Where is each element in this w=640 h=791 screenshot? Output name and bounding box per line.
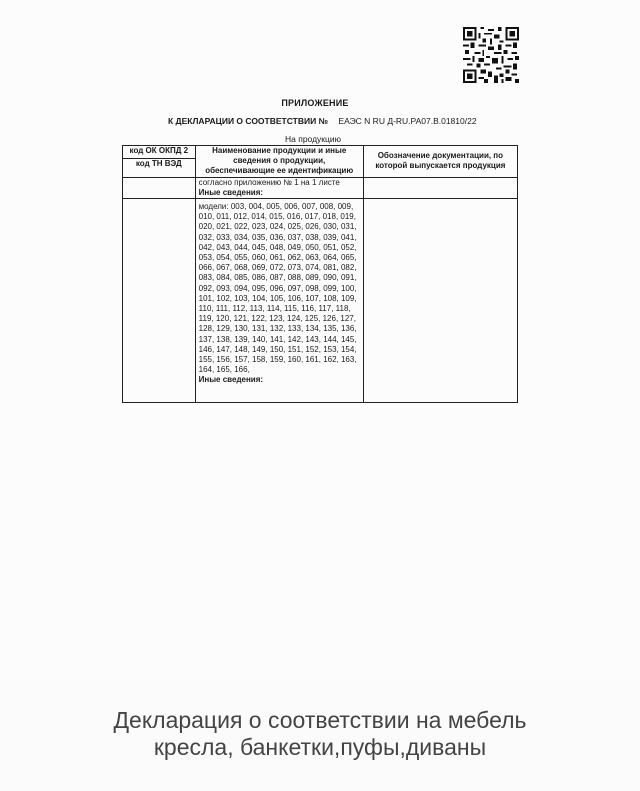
models-list: модели: 003, 004, 005, 006, 007, 008, 009, 010, 011, 012, 014, 015, 016, 017, 018, 019, 020, 021, 022, 023, 024, 025, 026, 030, 031, 032, 033, 034, 035, 036, 037, 038, 039, 041, 042, 043, 044, 045, 048, 049, 050, 051, 052, 053, 054, 055, 060, 061, 062, 063, 064, 065, 066, 067, 068, 069, 072, 073, 074, 081, 082, 083, 084, 085, 086, 087, 088, 089, 090, 091, 092, 093, 094, 095, 096, 097, 098, 099, 100, 101, 102, 103, 104, 105, 106, 107, 108, 109, 110, 111, 112, 113, 114, 115, 116, 117, 118, 119, 120, 121, 122, 123, 124, 125, 126, 127, 128, 129, 130, 131, 132, 133, 134, 135, 136, 137, 138, 139, 140, 141, 142, 143, 144, 145, 146, 147, 148, 149, 150, 151, 152, 153, 154, 155, 156, 157, 158, 159, 160, 161, 162, 163, 164, 165, 166, [198, 202, 357, 375]
table-cell [363, 199, 517, 403]
caption-line-1: Декларация о соответствии на мебель [113, 707, 527, 733]
table-cell [195, 199, 363, 403]
caption-line-2: кресла, банкетки,пуфы,диваны [153, 734, 487, 760]
appendix-title: ПРИЛОЖЕНИЕ [281, 98, 349, 108]
table-row [123, 177, 518, 198]
for-product-label: На продукцию [285, 134, 342, 144]
header-product-name: Наименование продукции и иные сведения о продукции, обеспечивающие ее идентификацию [195, 146, 363, 178]
table-row [123, 199, 518, 403]
row2-other-info: Иные сведения: [198, 375, 264, 385]
declaration-table [122, 145, 518, 403]
row1-text: согласно приложению № 1 на 1 листе [198, 177, 340, 187]
header-code-okpd: код ОК ОКПД 2 [123, 146, 196, 159]
declaration-line [168, 116, 477, 126]
declaration-label: К ДЕКЛАРАЦИИ О СООТВЕТСТВИИ № [168, 116, 329, 126]
header-documentation: Обозначение документации, по которой выпускается продукция [363, 146, 517, 178]
header-code-tnved: код ТН ВЭД [123, 159, 196, 178]
declaration-number: ЕАЭС N RU Д-RU.PA07.B.01810/22 [338, 116, 477, 126]
table-row [123, 146, 518, 159]
table-cell [123, 177, 196, 198]
table-cell [363, 177, 517, 198]
row1-other-info: Иные сведения: [198, 187, 264, 197]
table-cell [123, 199, 196, 403]
table-cell [195, 177, 363, 198]
qr-code-icon [463, 27, 519, 83]
